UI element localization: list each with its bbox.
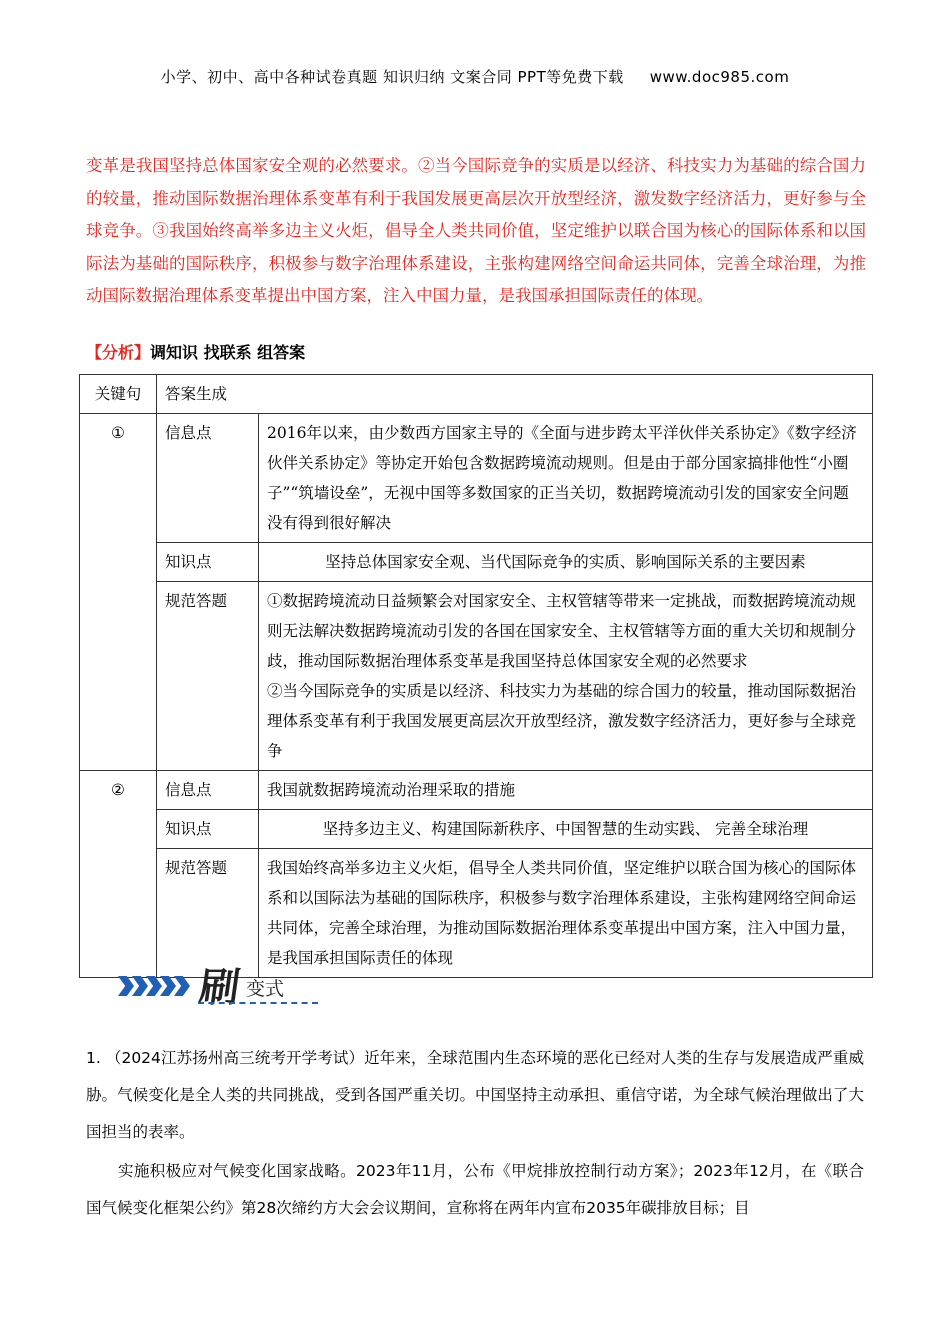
chevron-right-icon — [146, 976, 162, 996]
analysis-text: 调知识 找联系 组答案 — [150, 343, 306, 362]
row-number: ① — [80, 414, 157, 771]
table-row — [80, 810, 873, 849]
header-answer-generation: 答案生成 — [157, 375, 873, 414]
table-row — [80, 543, 873, 582]
banner-dashed-underline — [198, 1002, 318, 1004]
row-knowledge: 坚持总体国家安全观、当代国际竞争的实质、影响国际关系的主要因素 — [259, 543, 873, 582]
header-url[interactable]: www.doc985.com — [649, 68, 790, 86]
row-knowledge: 坚持多边主义、构建国际新秩序、中国智慧的生动实践、 完善全球治理 — [259, 810, 873, 849]
answer-table — [79, 374, 873, 978]
chevron-right-icon — [118, 976, 134, 996]
question-paragraph: 实施积极应对气候变化国家战略。2023年11月，公布《甲烷排放控制行动方案》；2023年12月，在《联合国气候变化框架公约》第28次缔约方大会会议期间，宣称将在两年内宣布2035年碳排放目标；目 — [86, 1162, 864, 1217]
table-row — [80, 849, 873, 978]
table-row — [80, 414, 873, 543]
row-number: ② — [80, 771, 157, 978]
chevron-right-icon — [132, 976, 148, 996]
row-label: 知识点 — [157, 810, 259, 849]
table-header-row — [80, 375, 873, 414]
row-label: 知识点 — [157, 543, 259, 582]
chevron-right-icon — [174, 976, 190, 996]
analysis-heading — [86, 340, 305, 363]
section-banner — [118, 960, 328, 1011]
chevron-right-icon — [160, 976, 176, 996]
red-answer-text: 变革是我国坚持总体国家安全观的必然要求。②当今国际竞争的实质是以经济、科技实力为基础的综合国力的较量，推动国际数据治理体系变革有利于我国发展更高层次开放型经济，激发数字经济活力，更好参与全球竞争。③我国始终高举多边主义火炬，倡导全人类共同价值，坚定维护以联合国为核心的国际体系和以国际法为基础的国际秩序，积极参与数字治理体系建设，主张构建网络空间命运共同体，完善全球治理，为推动国际数据治理体系变革提出中国方案，注入中国力量，是我国承担国际责任的体现。 — [86, 156, 866, 305]
page-header — [0, 66, 950, 87]
row-label: 信息点 — [157, 771, 259, 810]
red-answer-paragraph — [86, 150, 866, 313]
row-label: 规范答题 — [157, 849, 259, 978]
table-row — [80, 771, 873, 810]
row-label: 规范答题 — [157, 582, 259, 771]
row-info: 2016年以来，由少数西方国家主导的《全面与进步跨太平洋伙伴关系协定》《数字经济伙伴关系协定》等协定开始包含数据跨境流动规则。但是由于部分国家搞排他性“小圈子”“筑墙设垒”，无视中国等多数国家的正当关切，数据跨境流动引发的国家安全问题没有得到很好解决 — [259, 414, 873, 543]
analysis-bracket: 【分析】 — [86, 343, 151, 362]
row-info: 我国就数据跨境流动治理采取的措施 — [259, 771, 873, 810]
table-row — [80, 582, 873, 771]
banner-brush-char: 刷 — [196, 965, 243, 1011]
header-text: 小学、初中、高中各种试卷真题 知识归纳 文案合同 PPT等免费下载 — [160, 68, 624, 86]
row-answer-part-2: ②当今国际竞争的实质是以经济、科技实力为基础的综合国力的较量，推动国际数据治理体系变革有利于我国发展更高层次开放型经济，激发数字经济活力，更好参与全球竞争 — [267, 682, 857, 760]
row-answer — [259, 582, 873, 771]
question-block — [86, 1040, 864, 1227]
banner-label: 变式 — [246, 978, 285, 1000]
header-key-sentence: 关键句 — [80, 375, 157, 414]
row-label: 信息点 — [157, 414, 259, 543]
row-answer-part-1: ①数据跨境流动日益频繁会对国家安全、主权管辖等带来一定挑战，而数据跨境流动规则无法解决数据跨境流动引发的各国在国家安全、主权管辖等方面的重大关切和规制分歧，推动国际数据治理体系变革是我国坚持总体国家安全观的必然要求 — [267, 592, 857, 670]
question-intro: 1. （2024江苏扬州高三统考开学考试）近年来，全球范围内生态环境的恶化已经对人类的生存与发展造成严重威胁。气候变化是全人类的共同挑战，受到各国严重关切。中国坚持主动承担、重信守诺，为全球气候治理做出了大国担当的表率。 — [86, 1049, 864, 1141]
row-answer: 我国始终高举多边主义火炬，倡导全人类共同价值，坚定维护以联合国为核心的国际体系和以国际法为基础的国际秩序，积极参与数字治理体系建设，主张构建网络空间命运共同体，完善全球治理，为推动国际数据治理体系变革提出中国方案，注入中国力量，是我国承担国际责任的体现 — [259, 849, 873, 978]
